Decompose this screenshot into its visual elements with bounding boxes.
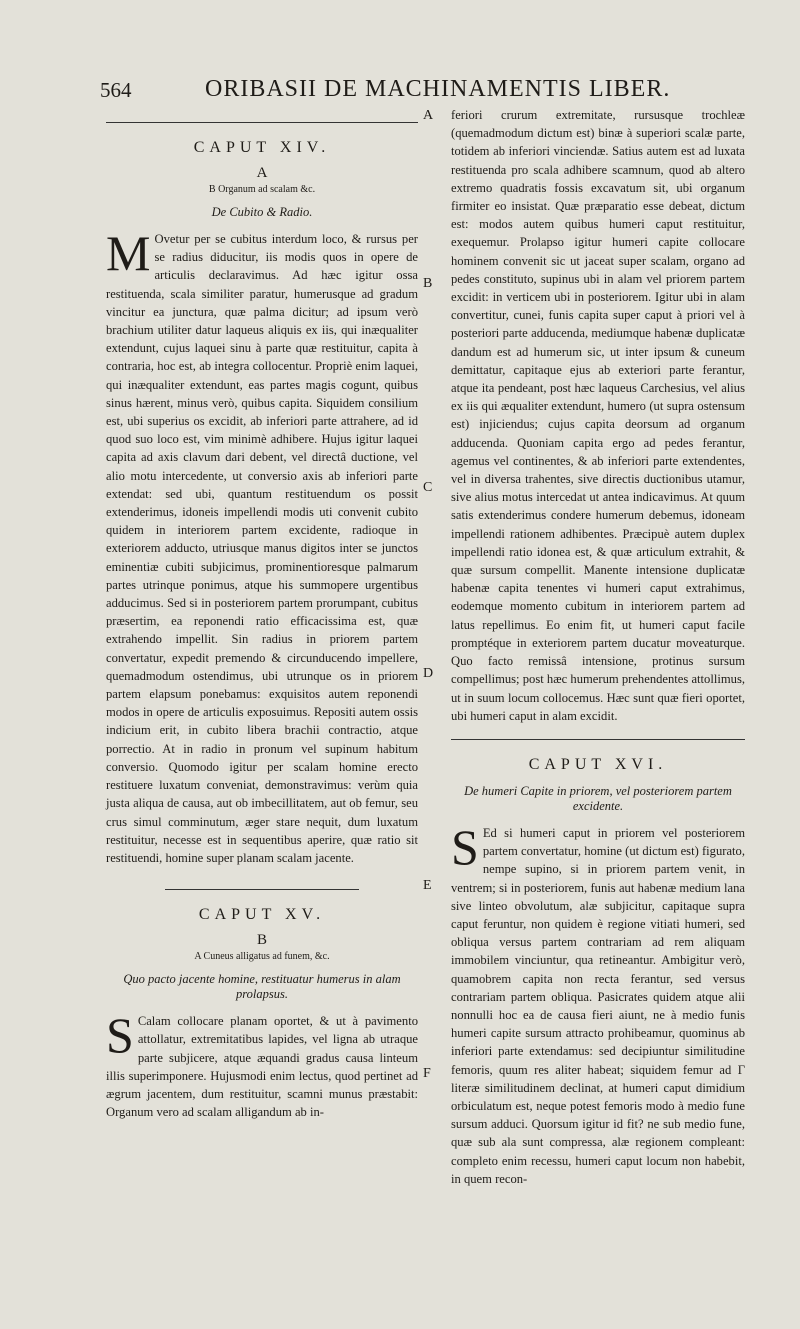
body-paragraph [106,1007,418,1121]
drop-cap: S [451,818,479,875]
drop-cap: M [106,225,151,281]
drop-cap: S [106,1007,134,1064]
page-number: 564 [100,78,132,102]
body-paragraph [451,818,745,1188]
section-title: De Cubito & Radio. [211,205,313,219]
figure-caption: A Cuneus alligatus ad funem, &c. [194,951,330,963]
top-rule [106,122,418,123]
running-title: ORIBASII DE MACHINAMENTIS LIBER. [205,76,671,102]
chapter-title-xvi: CAPUT XVI. [528,755,668,773]
running-head [100,76,671,110]
margin-letter-b: B [423,276,433,291]
section-title: Quo pacto jacente homine, restituatur humerus in alam prolapsus. [123,972,401,1002]
section-rule [165,889,358,890]
margin-letter-c: C [423,480,433,495]
right-column [451,106,745,1188]
body-paragraph [106,225,418,867]
figure-caption: B Organum ad scalam &c. [208,184,316,195]
margin-letter-e: E [423,878,432,893]
figure-letter: B [256,932,267,949]
paragraph-text: Calam collocare planam oportet, & ut à pavimento attollatur, extremitatibus lapides, vel ligna ab utraque parte subjicere, atque æquandi gradus causa linteum illis superimponere. Hujusmodi enim lectus, quod pertinet ad ægrum jacentem, dum restituitur, scamni munus præstabit: Organum vero ad scalam alligandum ab in- [106,1014,418,1120]
margin-letter-d: D [423,666,434,681]
body-paragraph [451,106,745,725]
paragraph-text: Ed si humeri caput in priorem vel posteriorem partem convertatur, homine (ut dictum est) figurato, nempe supino, si in priorem partem venit, in ventrem; si in posteriorem, funis aut habenæ medium lana sive linteo obvolutum, alæ subjicitur, capitaque supra caput feruntur, non quidem è regione vitiati humeri, sed obliqua versus partem contrariam ad rem aliquam immobilem vinciuntur, qua retineantur. Ambigitur verò, quamobrem capita non recta ferantur, sed versus contrariam partem obliqua. Pasicrates quidem atque alii nonnulli hoc ea de causa fieri aiunt, ne à medio funis humeri capite sursum attracto prohibeamur, quominus ab inferiori parte extendamus: sed decipiuntur similitudine femoris, quum res aliter habeat; siquidem femur ad Γ literæ similitudinem declinat, at humeri caput dimidium orbiculatum est, neque potest femoris modo à medio fune sursum adduci. Quorsum igitur id fit? ne sub medio fune, quæ sub ala sunt compressa, alæ regionem compleant: completo enim recessu, humeri caput locum non habebit, in quem recon- [451,825,745,1186]
section-rule [451,739,745,740]
paragraph-text: feriori crurum extremitate, rursusque trochleæ (quemadmodum dictum est) binæ à superiori scalæ parte, totidem ab inferiori vinciendæ. Satius autem est ad luxata restituenda pro scala adhibere scamnum, quod ab altero extremo quadratis fossis excavatum sit, ubi organum firmiter eo insistat. Quæ præparatio esse debeat, dictum est: modos autem quibus humeri caput restituitur, exequemur. Prolapso igitur humeri capite collocare hominem convenit sic ut jaceat super scalam, organo ad pedes constituto, supinus ubi in alam vel priorem partem excidit: in verticem ubi in posteriorem. Igitur ubi in alam convertitur, cunei, funis capita super caput à priori vel à posteriori parte adducenda, mediumque habenæ duplicatæ dandum est ad humerum sic, ut inter ipsum & cuneum demittatur, capitaque ejus ab exteriori parte ferantur, atque ita pendeant, post hæc laqueus Carchesius, vel alius ex iis qui æqualiter extendunt, humero (ut supra ostensum est) injiciendus; cujus capita deorsum ad organum adducenda. Quoniam capita ergo ad pedes ferantur, agemus vel continentes, & ab inferiori parte extendentes, vel in diversa trahentes, sive directis ductionibus utamur, sive alius motus intercedat ut antea indicavimus. At quum satis extenderimus condere humerum debemus, idoneam impellendi rationem adhibentes. Præcipuè autem duplex impellendi ratio idonea est, & quæ articulum extrahit, & quæ sursum compellit. Manente intensione duplicatæ habenæ capita tenentes vi humeri caput extrahimus, eodemque momento cubitum in interiorem partem ad latus repellimus. Eo enim fit, ut humeri caput facile promptéque in exteriorem partem ducatur moveaturque. Quo facto remissâ intensione, protinus sursum compellimus; post hæc humerum prehendentes attollimus, ut in suum locum collocemus. Hæc sunt quæ fieri oportet, ubi humeri caput in alam excidit. [451,108,745,723]
left-column [106,118,418,1121]
section-title: De humeri Capite in priorem, vel posteriorem partem excidente. [464,783,732,813]
chapter-title-xv: CAPUT XV. [198,906,326,924]
margin-letter-f: F [423,1066,431,1081]
margin-letter-a: A [423,108,434,123]
chapter-title-xiv: CAPUT XIV. [193,139,331,156]
paragraph-text: Ovetur per se cubitus interdum loco, & rursus per se radius diducitur, iis modis quos in opere de articulis declaravimus. Ad hæc igitur ossa restituenda, scala similiter paratur, humerusque ad gradum vincitur ea junctura, quæ palma dicitur; ad ipsum verò brachium utiliter datur laqueus aliquis ex iis, qui inæqualiter extendunt, cujus laquei sinu à parte quæ restituitur, capita à contraria, hoc est, ab integra collocentur. Propriè enim laquei, qui inæqualiter extendunt, eas partes magis cogunt, quibus sinus hærent, minus verò, quibus capita. Siquidem consilium est, ubi superius os excidit, ab inferiori parte attrahere, ad id quod suo loco est, vim minimè adhibere. Hujus igitur laquei capita ad axis clavum dari debent, vel directâ ductione, vel alio motu intercedente, ut conversio axis ab inferiori parte extendat: sed ubi, quantum restituendum os possit extenderimus, idoneis impellendi modis uti convenit cubito quidem in interiorem partem excidente, radioque in exteriorem adducto, utriusque manus digitos inter se junctos eminentiæ cubiti subjicimus, prominentioresque palmarum partes utrinque ponimus, atque his summopere urgentibus adducimus. Sed si in posteriorem partem prorumpant, cubitus præsertim, ea reponendi ratio efficacissima est, quæ extrahendo impellit. Sin radius in priorem partem convertatur, expedit premendo & circunducendo impellere, quemadmodum ostendimus, ubi utrunque os in priorem partem elapsum ponebamus: exquisitos autem reponendi modos in opere de articulis exposuimus. Repositi autem ossis indicium erit, in cubito libera brachii contractio, atque porrectio. At in radio in pronum vel supinum habitum conversio. Quomodo igitur per scalam homine erecto restituere luxatum conveniat, demonstravimus: verùm quia justa aliqua de causa, aut ob imbecillitatem, aut ob femur, seu crus simul comminutum, æger stare nequit, dum luxatum restituitur, necesse est in sequentibus aperire, quæ ratio sit restituendi, homine super planam scalam jacente. [106,232,418,865]
figure-letter: A [256,165,268,181]
